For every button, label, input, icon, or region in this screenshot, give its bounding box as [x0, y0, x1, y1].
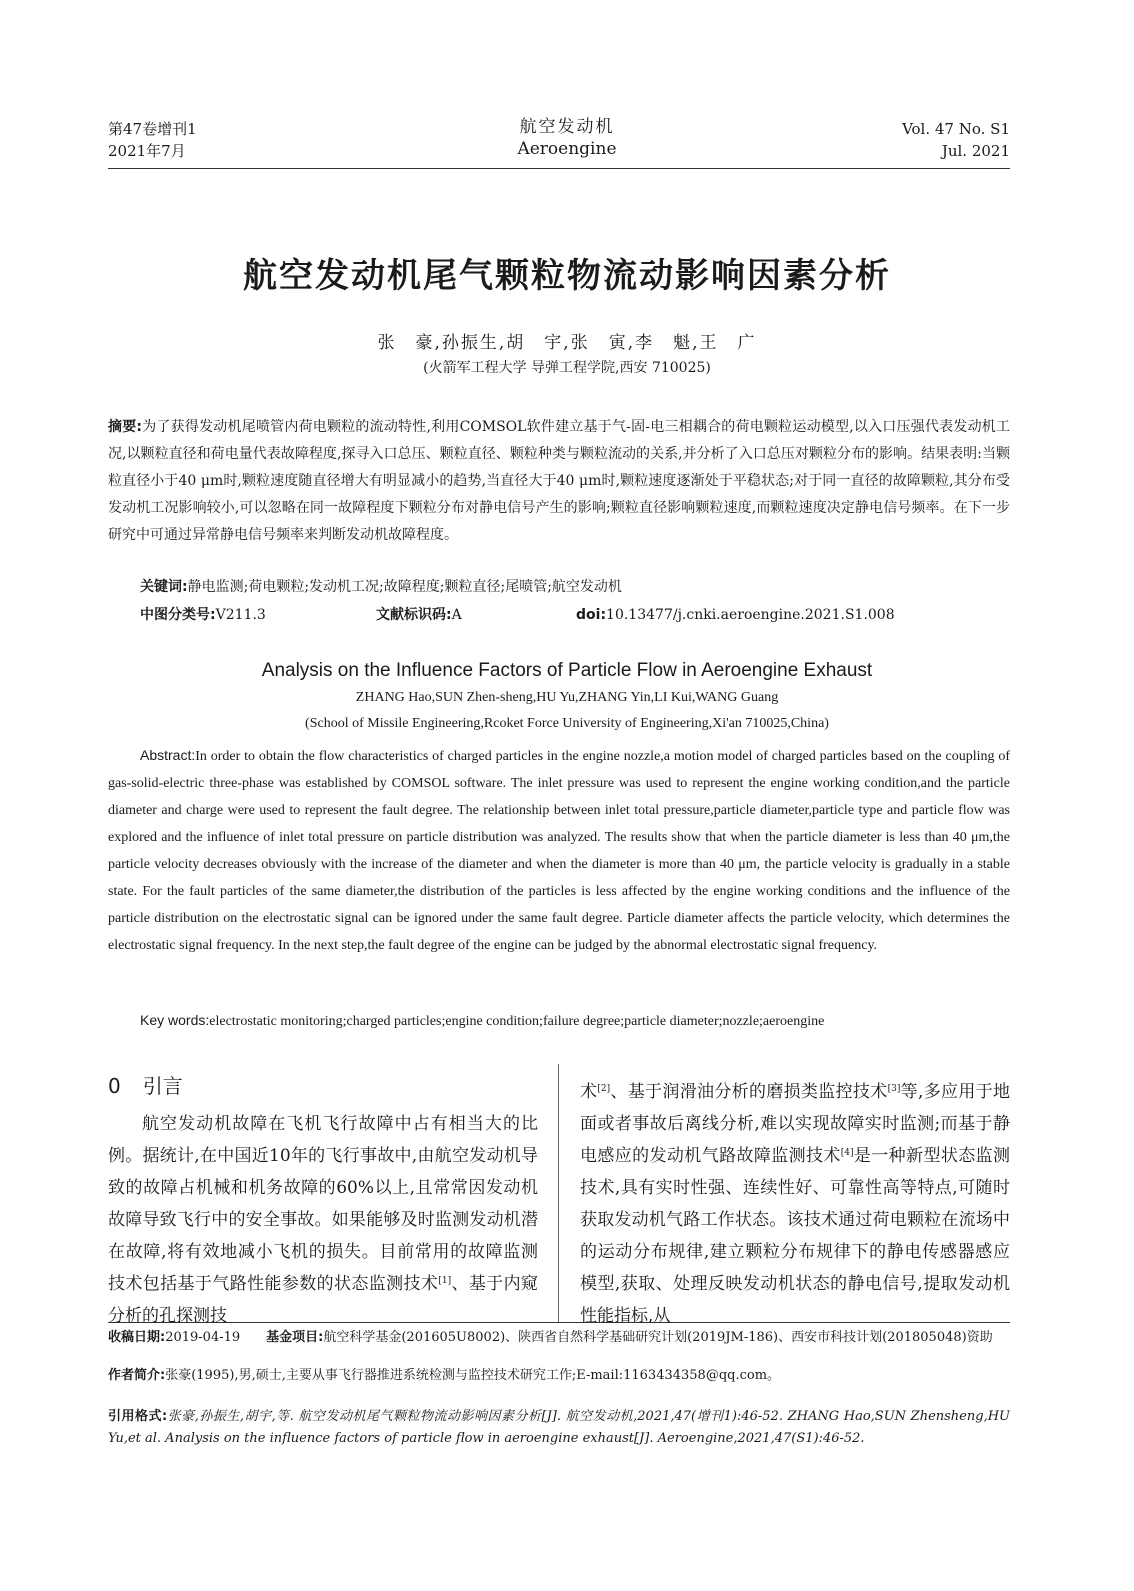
- citation-label: 引用格式:: [108, 1409, 168, 1424]
- citation-format: [108, 1406, 1010, 1450]
- citation-ref-4[interactable]: [4]: [840, 1148, 854, 1158]
- keywords-en: [140, 1012, 824, 1030]
- body-right-text-d: 是一种新型状态监测技术,具有实时性强、连续性好、可靠性高等特点,可随时获取发动机气路工作状态。该技术通过荷电颗粒在流场中的运动分布规律,建立颗粒分布规律下的静电传感器感应模型,获取、处理反映发动机状态的静电信号,提取发动机性能指标,从: [580, 1146, 1010, 1326]
- footnote-received-fund: [108, 1328, 1010, 1348]
- affiliation-cn: (火箭军工程大学 导弹工程学院,西安 710025): [423, 360, 711, 376]
- author-bio-text: 张豪(1995),男,硕士,主要从事飞行器推进系统检测与监控技术研究工作;E-mail:1163434358@qq.com。: [165, 1368, 781, 1383]
- citation-text: 张豪,孙振生,胡宇,等. 航空发动机尾气颗粒物流动影响因素分析[J]. 航空发动机,2021,47(增刊1):46-52. ZHANG Hao,SUN Zhensheng,HU Yu,et al. Analysis on the influence factors of particle flow in aeroengine exhaust[J]. Aeroengine,2021,47(S1):46-52.: [108, 1409, 1010, 1446]
- section-number: 0: [108, 1074, 121, 1098]
- body-column-left: [108, 1108, 538, 1332]
- document-code-label: 文献标识码:: [376, 607, 452, 623]
- header-volume-issue: 第47卷增刊1: [108, 120, 197, 138]
- document-code: [376, 604, 576, 624]
- abstract-en: [108, 742, 1010, 959]
- abstract-cn-label: 摘要:: [108, 419, 143, 435]
- abstract-en-text: In order to obtain the flow characteristics of charged particles in the engine nozzle,a motion model of charged particles based on the coupling of gas-solid-electric three-phase was established by COMSOL software. The inlet pressure was used to represent the engine working condition,and the particle diameter and charge were used to represent the fault degree. The relationship between inlet total pressure,particle diameter,particle type and particle flow was explored and the influence of inlet total pressure on particle distribution was analyzed. The results show that when the particle diameter is less than 40 μm,the particle velocity decreases obviously with the increase of the diameter and when the diameter is more than 40 μm, the particle velocity is gradually in a stable state. For the fault particles of the same diameter,the distribution of the particles is less affected by the engine working conditions and the influence of the particle distribution on the electrostatic signal can be ignored under the same fault degree. Particle diameter affects the particle velocity, which determines the electrostatic signal frequency. In the next step,the fault degree of the engine can be judged by the abnormal electrostatic signal frequency.: [108, 749, 1010, 953]
- classification-row: [140, 604, 1010, 624]
- keywords-cn-label: 关键词:: [140, 579, 188, 595]
- abstract-en-label: Abstract:: [140, 747, 196, 763]
- fund-text: 航空科学基金(201605U8002)、陕西省自然科学基础研究计划(2019JM-186)、西安市科技计划(201805048)资助: [323, 1330, 993, 1345]
- doi-value: 10.13477/j.cnki.aeroengine.2021.S1.008: [606, 607, 895, 623]
- header-volume-info-en: [902, 118, 1010, 162]
- citation-ref-2[interactable]: [2]: [597, 1084, 611, 1094]
- keywords-en-label: Key words:: [140, 1012, 210, 1028]
- footnote-rule: [108, 1322, 1010, 1323]
- journal-name-cn: 航空发动机: [519, 117, 615, 137]
- clc-value: V211.3: [215, 607, 266, 623]
- doi-label: doi:: [576, 607, 607, 623]
- body-left-text: 航空发动机故障在飞机飞行故障中占有相当大的比例。据统计,在中国近10年的飞行事故中,由航空发动机导致的故障占机械和机务故障的60%以上,且常常因发动机故障导致飞行中的安全事故。如果能够及时监测发动机潜在故障,将有效地减小飞机的损失。目前常用的故障监测技术包括基于气路性能参数的状态监测技术: [108, 1114, 538, 1294]
- column-divider: [558, 1064, 559, 1322]
- paper-title-en: Analysis on the Influence Factors of Particle Flow in Aeroengine Exhaust: [261, 660, 873, 681]
- citation-ref-1[interactable]: [1]: [438, 1276, 452, 1286]
- received-date: 2019-04-19: [165, 1330, 241, 1345]
- keywords-cn-text: 静电监测;荷电颗粒;发动机工况;故障程度;颗粒直径;尾喷管;航空发动机: [187, 579, 622, 595]
- doi: [576, 607, 895, 623]
- body-right-text-c: 等,多应用于地面或者事故后离线分析,难以实现故障实时监测;而基于静电感应的发动机气路故障监测技术: [580, 1082, 1011, 1166]
- abstract-cn: [108, 414, 1010, 549]
- header-rule: [108, 168, 1010, 169]
- clc-number: [140, 604, 376, 624]
- received-label: 收稿日期:: [108, 1330, 166, 1345]
- paper-title-cn: 航空发动机尾气颗粒物流动影响因素分析: [243, 256, 891, 296]
- clc-label: 中图分类号:: [140, 607, 216, 623]
- authors-cn: 张 豪,孙振生,胡 宇,张 寅,李 魁,王 广: [377, 333, 757, 353]
- section-title: 引言: [142, 1074, 183, 1098]
- body-right-text-a: 术: [580, 1082, 598, 1102]
- document-code-value: A: [451, 607, 462, 623]
- section-heading-introduction: [108, 1070, 183, 1099]
- citation-ref-3[interactable]: [3]: [887, 1084, 901, 1094]
- header-date-cn: 2021年7月: [108, 142, 186, 160]
- abstract-cn-text: 为了获得发动机尾喷管内荷电颗粒的流动特性,利用COMSOL软件建立基于气-固-电三相耦合的荷电颗粒运动模型,以入口压强代表发动机工况,以颗粒直径和荷电量代表故障程度,探寻入口总压、颗粒直径、颗粒种类与颗粒流动的关系,并分析了入口总压对颗粒分布的影响。结果表明:当颗粒直径小于40 μm时,颗粒速度随直径增大有明显减小的趋势,当直径大于40 μm时,颗粒速度逐渐处于平稳状态;对于同一直径的故障颗粒,其分布受发动机工况影响较小,可以忽略在同一故障程度下颗粒分布对静电信号产生的影响;颗粒直径影响颗粒速度,而颗粒速度决定静电信号频率。在下一步研究中可通过异常静电信号频率来判断发动机故障程度。: [108, 419, 1010, 543]
- keywords-en-text: electrostatic monitoring;charged particles;engine condition;failure degree;particle diameter;nozzle;aeroengine: [209, 1014, 825, 1029]
- body-column-right: [580, 1076, 1010, 1332]
- header-volume-en: Vol. 47 No. S1: [902, 120, 1010, 138]
- body-right-text-b: 、基于润滑油分析的磨损类监控技术: [610, 1082, 888, 1102]
- header-date-en: Jul. 2021: [941, 142, 1010, 160]
- journal-name-en: Aeroengine: [517, 139, 617, 159]
- keywords-cn: [140, 576, 622, 596]
- affiliation-en: (School of Missile Engineering,Rcoket Force University of Engineering,Xi'an 710025,China): [305, 716, 829, 731]
- fund-label: 基金项目:: [266, 1330, 324, 1345]
- author-bio-label: 作者简介:: [108, 1368, 166, 1383]
- body-left-text-cont: 、基于内窥分析的孔探测技: [108, 1274, 539, 1326]
- footnote-author-bio: [108, 1366, 1010, 1386]
- authors-en: ZHANG Hao,SUN Zhen-sheng,HU Yu,ZHANG Yin,LI Kui,WANG Guang: [355, 690, 779, 705]
